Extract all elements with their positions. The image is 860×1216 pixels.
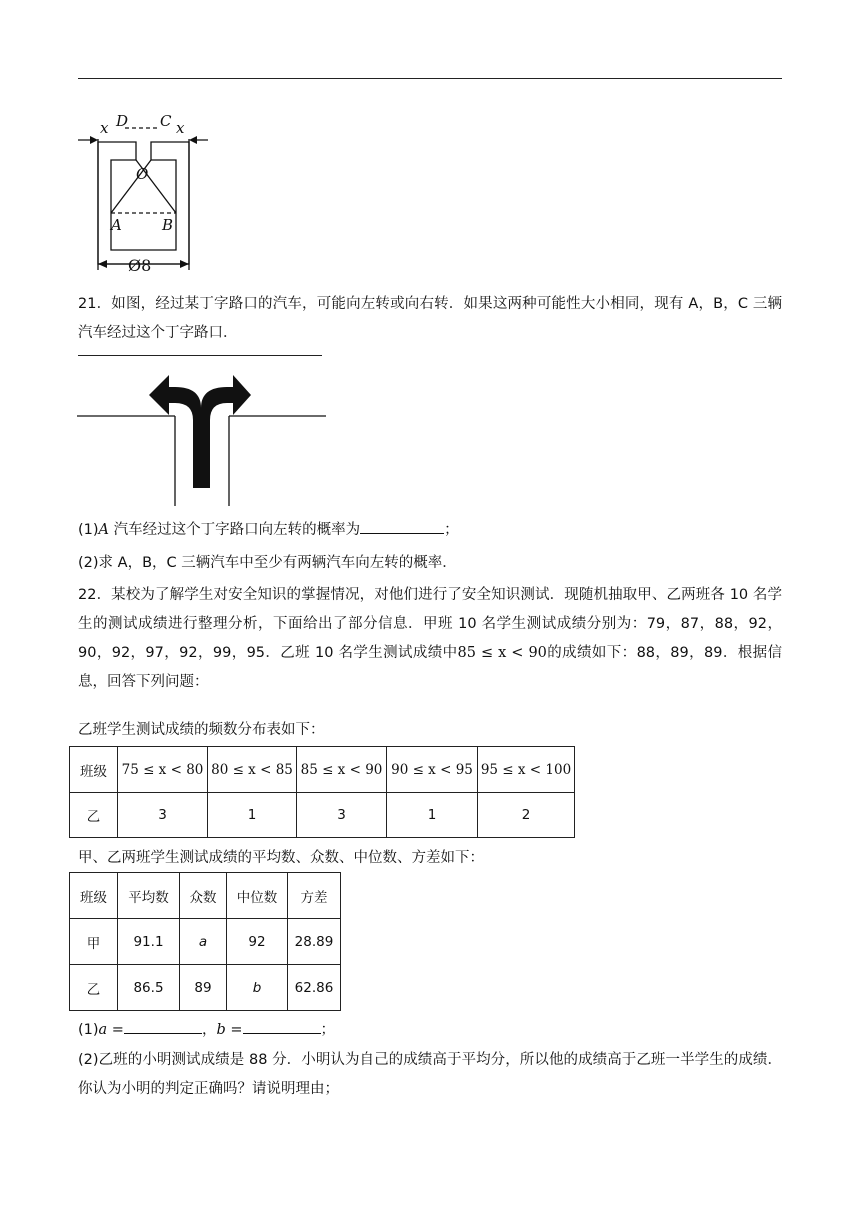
table-cell: 1 — [208, 793, 297, 838]
table-header-cell: 中位数 — [227, 873, 288, 919]
label-diameter: Ø8 — [128, 256, 152, 273]
cross-section-figure — [70, 108, 210, 273]
table-cell: a — [180, 919, 227, 965]
label-o: O — [136, 165, 149, 183]
label-d: D — [116, 112, 129, 130]
table-cell: 乙 — [70, 793, 118, 838]
t-junction-figure — [77, 374, 329, 506]
table-header-cell: 众数 — [180, 873, 227, 919]
table-header-cell: 方差 — [288, 873, 341, 919]
header-rule — [78, 78, 782, 79]
table-cell: 89 — [180, 965, 227, 1011]
table-header-cell: 班级 — [70, 747, 118, 793]
label-a: A — [111, 216, 122, 234]
table-cell: 91.1 — [118, 919, 180, 965]
table-cell: b — [227, 965, 288, 1011]
table1-caption: 乙班学生测试成绩的频数分布表如下： — [78, 722, 325, 738]
table-header-cell: 95 ≤ x < 100 — [478, 747, 575, 793]
label-b: B — [162, 216, 174, 234]
q21-stem: 21．如图，经过某丁字路口的汽车，可能向左转或向右转．如果这两种可能性大小相同，现有 A，B，C 三辆汽车经过这个丁字路口． — [78, 296, 782, 341]
label-x-right: x — [176, 119, 185, 137]
table-header-cell: 80 ≤ x < 85 — [208, 747, 297, 793]
table-cell: 甲 — [70, 919, 118, 965]
q22-stem: 22．某校为了解学生对安全知识的掌握情况，对他们进行了安全知识测试．现随机抽取甲、乙两班各 10 名学生的测试成绩进行整理分析，下面给出了部分信息．甲班 10 名学生测试成绩分别为：79，87，88，92，90，92，97，92，99，95．乙班 10 名学生测试成绩中85 ≤ x < 90的成绩如下：88，89，89．根据信息，回答下列问题： — [78, 587, 782, 690]
q21-part2: (2)求 A，B，C 三辆汽车中至少有两辆汽车向左转的概率． — [78, 555, 457, 571]
table-cell: 乙 — [70, 965, 118, 1011]
table-header-cell: 75 ≤ x < 80 — [118, 747, 208, 793]
table-cell: 2 — [478, 793, 575, 838]
label-x-left: x — [100, 119, 109, 137]
table-cell: 3 — [297, 793, 387, 838]
answer-blank[interactable] — [360, 519, 444, 534]
table-cell: 92 — [227, 919, 288, 965]
answer-blank-b[interactable] — [243, 1019, 321, 1034]
turn-arrow-icon — [149, 375, 251, 488]
answer-blank-a[interactable] — [124, 1019, 202, 1034]
table-header-cell: 90 ≤ x < 95 — [387, 747, 478, 793]
table-cell: 62.86 — [288, 965, 341, 1011]
table-cell: 28.89 — [288, 919, 341, 965]
q22-part2: (2)乙班的小明测试成绩是 88 分．小明认为自己的成绩高于平均分，所以他的成绩高于乙班一半学生的成绩．你认为小明的判定正确吗？请说明理由； — [78, 1052, 782, 1097]
table-cell: 86.5 — [118, 965, 180, 1011]
statistics-table — [69, 872, 341, 1011]
q21-rule — [78, 355, 322, 356]
frequency-table — [69, 746, 575, 838]
q21-part1: (1)A 汽车经过这个丁字路口向左转的概率为 ； — [78, 518, 459, 539]
table-header-cell: 平均数 — [118, 873, 180, 919]
q22-part1: (1)a = ，b = ； — [78, 1018, 335, 1039]
table-cell: 3 — [118, 793, 208, 838]
table-cell: 1 — [387, 793, 478, 838]
label-c: C — [160, 112, 172, 130]
table-header-cell: 85 ≤ x < 90 — [297, 747, 387, 793]
table2-caption: 甲、乙两班学生测试成绩的平均数、众数、中位数、方差如下： — [78, 850, 484, 866]
table-header-cell: 班级 — [70, 873, 118, 919]
